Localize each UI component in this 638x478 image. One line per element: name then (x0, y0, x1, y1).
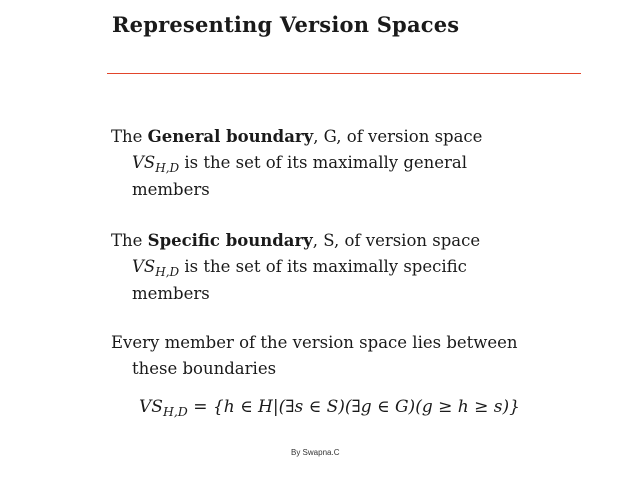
slide-title: Representing Version Spaces (112, 12, 460, 37)
general-line-2-text: is the set of its maximally general (179, 153, 468, 172)
general-line-3: members (132, 180, 210, 199)
specific-vs-symbol: VS (132, 257, 156, 276)
every-line-1: Every member of the version space lies between (111, 333, 518, 352)
every-member-paragraph (111, 330, 581, 382)
specific-line-2 (111, 254, 581, 281)
general-line-2 (111, 150, 581, 177)
version-space-formula (139, 397, 520, 417)
specific-suffix: , S, of version space (312, 231, 481, 250)
formula-lhs-subscript: H,D (162, 404, 188, 419)
formula-rhs: = {h ∈ H|(∃s ∈ S)(∃g ∈ G)(g ≥ h ≥ s)} (187, 397, 520, 417)
specific-line-2-text: is the set of its maximally specific (179, 257, 467, 276)
specific-prefix: The (111, 231, 148, 250)
specific-boundary-paragraph (111, 228, 581, 307)
title-divider (107, 73, 581, 74)
general-prefix: The (111, 127, 148, 146)
author-footer: By Swapna.C (291, 448, 340, 457)
formula-lhs: VS (139, 397, 163, 417)
every-line-2: these boundaries (132, 359, 277, 378)
general-boundary-paragraph (111, 124, 581, 203)
general-vs-symbol: VS (132, 153, 156, 172)
general-boundary-term: General boundary (147, 127, 314, 146)
general-line-1 (111, 124, 581, 150)
general-vs-subscript: H,D (155, 161, 180, 175)
general-suffix: , G, of version space (313, 127, 483, 146)
specific-boundary-term: Specific boundary (147, 231, 313, 250)
specific-vs-subscript: H,D (155, 265, 180, 279)
specific-line-3: members (132, 284, 210, 303)
specific-line-1 (111, 228, 581, 254)
